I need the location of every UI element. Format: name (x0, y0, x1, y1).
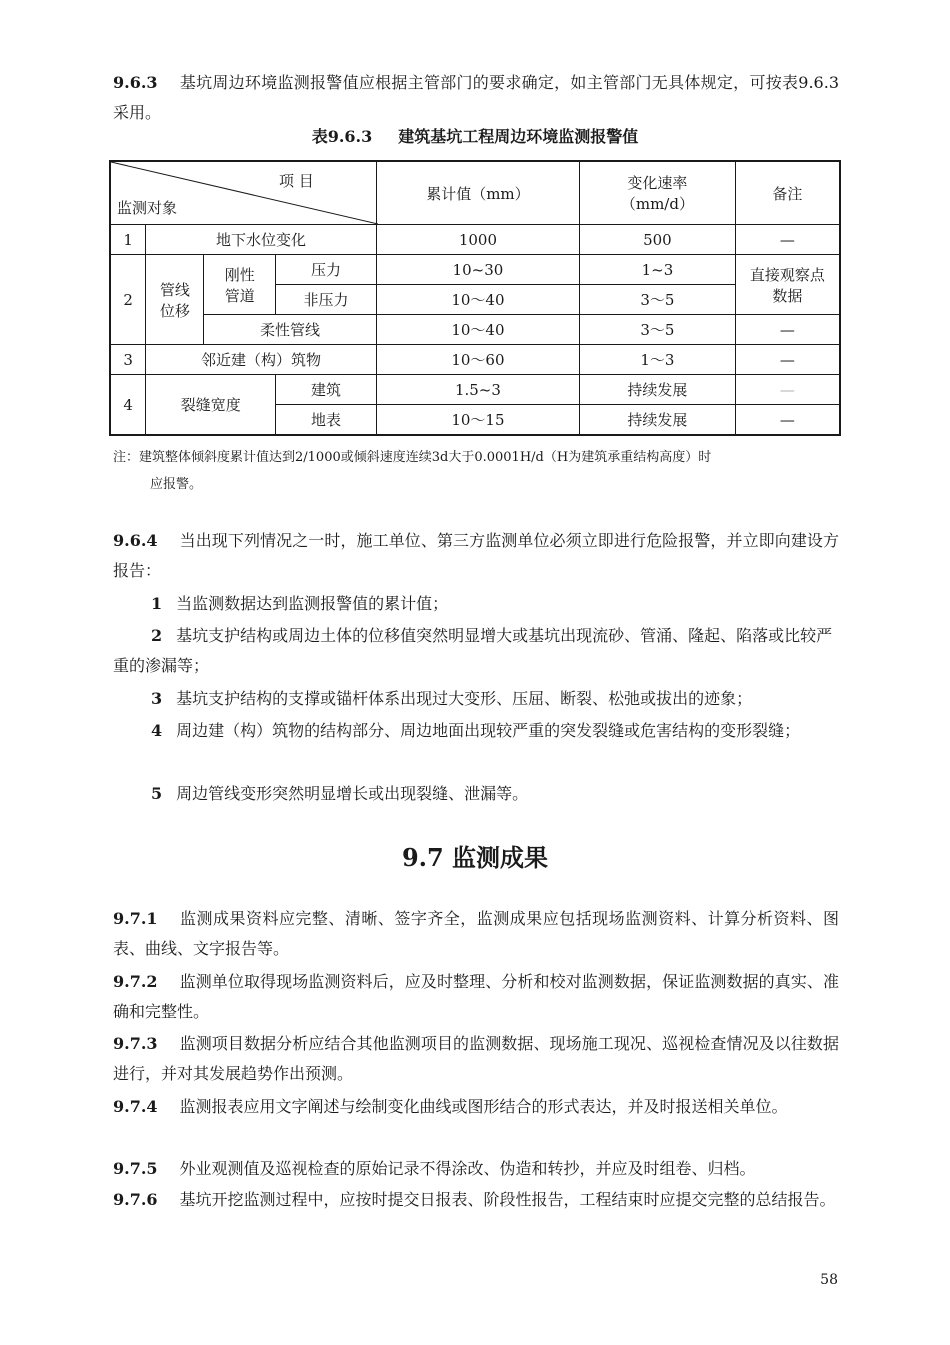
object-name: 压力 (276, 255, 377, 285)
remark-value: — (735, 405, 840, 436)
item-number: 1 (151, 594, 163, 613)
clause-text: 监测成果资料应完整、清晰、签字齐全，监测成果应包括现场监测资料、计算分析资料、图表、曲线、文字报告等。 (113, 909, 839, 958)
item-number: 3 (151, 689, 163, 708)
cumulative-value: 10～15 (376, 405, 579, 436)
item-text: 周边管线变形突然明显增长或出现裂缝、泄漏等。 (176, 784, 529, 803)
remark-value: 直接观察点数据 (735, 255, 840, 315)
table-row (110, 315, 840, 345)
row-number: 1 (110, 225, 146, 255)
list-item (113, 589, 839, 619)
paragraph-9-7-4 (113, 1092, 839, 1122)
table-note (113, 444, 843, 498)
row-number: 3 (110, 345, 146, 375)
rate-value: 1~3 (580, 255, 736, 285)
item-text: 基坑支护结构或周边土体的位移值突然明显增大或基坑出现流砂、管涌、隆起、陷落或比较严重的渗漏等； (113, 626, 833, 675)
clause-text: 基坑周边环境监测报警值应根据主管部门的要求确定，如主管部门无具体规定，可按表9.6.3采用。 (113, 73, 839, 122)
clause-text: 监测项目数据分析应结合其他监测项目的监测数据、现场施工现况、巡视检查情况及以往数据进行，并对其发展趋势作出预测。 (113, 1034, 839, 1083)
cumulative-value: 10~30 (376, 255, 579, 285)
clause-number: 9.7.6 (113, 1190, 158, 1209)
rate-value: 500 (580, 225, 736, 255)
item-text: 基坑支护结构的支撑或锚杆体系出现过大变形、压屈、断裂、松弛或拔出的迹象； (176, 689, 753, 708)
paragraph-9-7-6 (113, 1185, 839, 1215)
clause-text: 监测单位取得现场监测资料后，应及时整理、分析和校对监测数据，保证监测数据的真实、准确和完整性。 (113, 972, 839, 1021)
table-caption (0, 124, 950, 147)
table-row (110, 375, 840, 405)
subgroup-name: 刚性管道 (204, 255, 276, 315)
remark-value: — (735, 225, 840, 255)
row-number: 4 (110, 375, 146, 436)
paragraph-9-7-3 (113, 1029, 839, 1089)
clause-number: 9.7.4 (113, 1097, 158, 1116)
clause-number: 9.7.2 (113, 972, 158, 991)
group-name: 裂缝宽度 (146, 375, 276, 436)
item-number: 5 (151, 784, 163, 803)
object-name: 建筑 (276, 375, 377, 405)
paragraph-9-7-5 (113, 1154, 839, 1184)
rate-value: 持续发展 (580, 405, 736, 436)
list-item (113, 779, 839, 809)
table-number: 表9.6.3 (311, 127, 373, 146)
list-item (113, 716, 839, 746)
table-row (110, 345, 840, 375)
rate-value: 持续发展 (580, 375, 736, 405)
paragraph-9-7-1 (113, 904, 839, 964)
paragraph-9-7-2 (113, 967, 839, 1027)
clause-number: 9.6.4 (113, 531, 158, 550)
remark-value: — (735, 375, 840, 405)
paragraph-9-6-4 (113, 526, 839, 586)
header-object: 监测对象 (117, 199, 178, 217)
paragraph-9-6-3 (113, 68, 839, 128)
remark-value: — (735, 345, 840, 375)
cumulative-value: 1.5~3 (376, 375, 579, 405)
header-rate-line2: （mm/d） (620, 195, 694, 213)
table-row (110, 255, 840, 285)
header-rate (580, 161, 736, 225)
object-name: 柔性管线 (204, 315, 376, 345)
item-text: 周边建（构）筑物的结构部分、周边地面出现较严重的突发裂缝或危害结构的变形裂缝； (176, 721, 801, 740)
rate-value: 3～5 (580, 285, 736, 315)
header-rate-line1: 变化速率 (627, 174, 688, 192)
clause-text: 监测报表应用文字阐述与绘制变化曲线或图形结合的形式表达，并及时报送相关单位。 (179, 1097, 788, 1116)
object-name: 邻近建（构）筑物 (146, 345, 376, 375)
note-line-1: 注：建筑整体倾斜度累计值达到2/1000或倾斜速度连续3d大于0.0001H/d（H为建筑承重结构高度）时 (113, 450, 712, 465)
table-row (110, 225, 840, 255)
group-name: 管线位移 (146, 255, 204, 345)
object-name: 地下水位变化 (146, 225, 376, 255)
cumulative-value: 10～40 (376, 285, 579, 315)
clause-text: 当出现下列情况之一时，施工单位、第三方监测单位必须立即进行危险报警，并立即向建设方报告： (113, 531, 839, 580)
cumulative-value: 10～60 (376, 345, 579, 375)
alarm-value-table (109, 160, 841, 436)
item-number: 4 (151, 721, 163, 740)
rate-value: 1～3 (580, 345, 736, 375)
clause-number: 9.7.1 (113, 909, 158, 928)
note-line-2: 应报警。 (150, 477, 203, 492)
list-item (113, 621, 839, 681)
clause-number: 9.7.5 (113, 1159, 158, 1178)
item-number: 2 (151, 626, 163, 645)
item-text: 当监测数据达到监测报警值的累计值； (176, 594, 449, 613)
table-header-row (110, 161, 840, 225)
row-number: 2 (110, 255, 146, 345)
object-name: 非压力 (276, 285, 377, 315)
list-item (113, 684, 839, 714)
cumulative-value: 1000 (376, 225, 579, 255)
header-remark: 备注 (735, 161, 840, 225)
rate-value: 3～5 (580, 315, 736, 345)
table-title: 建筑基坑工程周边环境监测报警值 (398, 127, 639, 146)
section-title: 9.7 监测成果 (401, 843, 549, 872)
clause-text: 外业观测值及巡视检查的原始记录不得涂改、伪造和转抄，并应及时组卷、归档。 (179, 1159, 756, 1178)
clause-text: 基坑开挖监测过程中，应按时提交日报表、阶段性报告，工程结束时应提交完整的总结报告。 (179, 1190, 836, 1209)
clause-number: 9.7.3 (113, 1034, 158, 1053)
clause-number: 9.6.3 (113, 73, 158, 92)
diagonal-header-cell (110, 161, 376, 225)
object-name: 地表 (276, 405, 377, 436)
header-cumulative: 累计值（mm） (376, 161, 579, 225)
header-item: 项 目 (278, 172, 314, 190)
page-number: 58 (820, 1272, 838, 1288)
cumulative-value: 10～40 (376, 315, 579, 345)
remark-value: — (735, 315, 840, 345)
